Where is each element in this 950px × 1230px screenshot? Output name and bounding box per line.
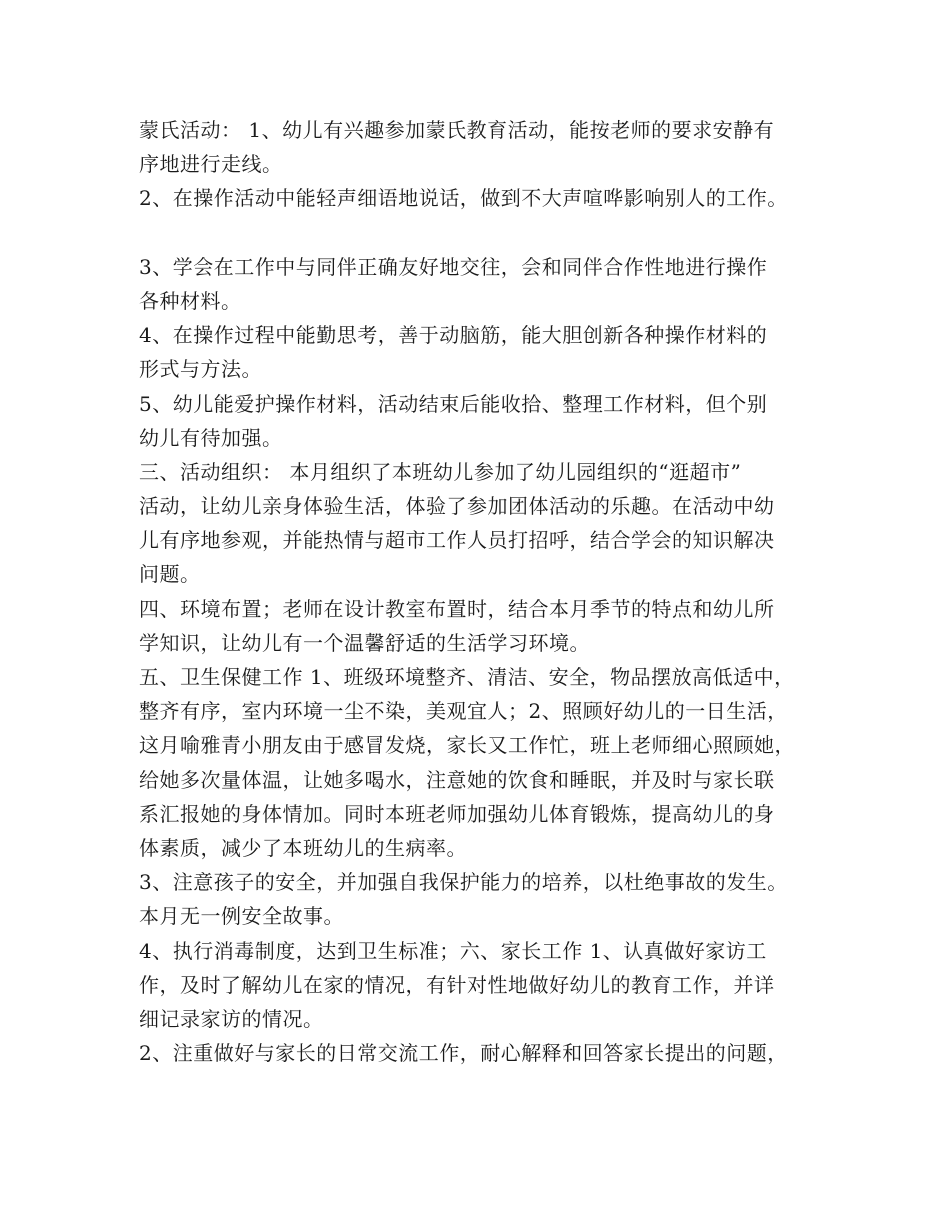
text-line: 形式与方法。 [139,357,262,382]
text-line: 序地进行走线。 [139,152,283,177]
text-line: 2、注重做好与家长的日常交流工作，耐心解释和回答家长提出的问题， [139,1041,788,1066]
text-line: 3、注意孩子的安全，并加强自我保护能力的培养，以杜绝事故的发生。 [139,870,788,895]
text-line: 3、学会在工作中与同伴正确友好地交往，会和同伴合作性地进行操作 [139,254,768,279]
text-line: 给她多次量体温，让她多喝水，注意她的饮食和睡眠，并及时与家长联 [139,767,775,792]
text-line: 四、环境布置；老师在设计教室布置时，结合本月季节的特点和幼儿所 [139,596,775,621]
text-line: 各种材料。 [139,288,242,313]
text-line: 系汇报她的身体情加。同时本班老师加强幼儿体育锻炼，提高幼儿的身 [139,801,775,826]
text-line: 三、活动组织： 本月组织了本班幼儿参加了幼儿园组织的“逛超市” [139,459,742,484]
text-line: 作，及时了解幼儿在家的情况，有针对性地做好幼儿的教育工作，并详 [139,972,775,997]
text-line: 学知识，让幼儿有一个温馨舒适的生活学习环境。 [139,630,590,655]
text-line: 2、在操作活动中能轻声细语地说话，做到不大声喧哗影响别人的工作。 [139,186,788,211]
text-line: 体素质，减少了本班幼儿的生病率。 [139,835,467,860]
text-line: 儿有序地参观，并能热情与超市工作人员打招呼，结合学会的知识解决 [139,528,775,553]
document-body [139,113,839,1070]
text-line: 4、执行消毒制度，达到卫生标准；六、家长工作 1、认真做好家访工 [139,938,767,963]
text-line: 整齐有序，室内环境一尘不染，美观宜人；2、照顾好幼儿的一日生活， [139,699,788,724]
text-line: 本月无一例安全故事。 [139,904,344,929]
text-line: 活动，让幼儿亲身体验生活，体验了参加团体活动的乐趣。在活动中幼 [139,494,775,519]
text-line: 5、幼儿能爱护操作材料，活动结束后能收拾、整理工作材料，但个别 [139,391,768,416]
text-line: 问题。 [139,562,201,587]
text-line: 4、在操作过程中能勤思考，善于动脑筋，能大胆创新各种操作材料的 [139,323,768,348]
text-line: 细记录家访的情况。 [139,1006,324,1031]
text-line: 蒙氏活动： 1、幼儿有兴趣参加蒙氏教育活动，能按老师的要求安静有 [139,118,775,142]
blank-line [139,216,839,250]
text-line: 这月喻雅青小朋友由于感冒发烧，家长又工作忙，班上老师细心照顾她， [139,733,795,758]
text-line: 五、卫生保健工作 1、班级环境整齐、清洁、安全，物品摆放高低适中， [139,665,795,689]
text-line: 幼儿有待加强。 [139,425,283,450]
